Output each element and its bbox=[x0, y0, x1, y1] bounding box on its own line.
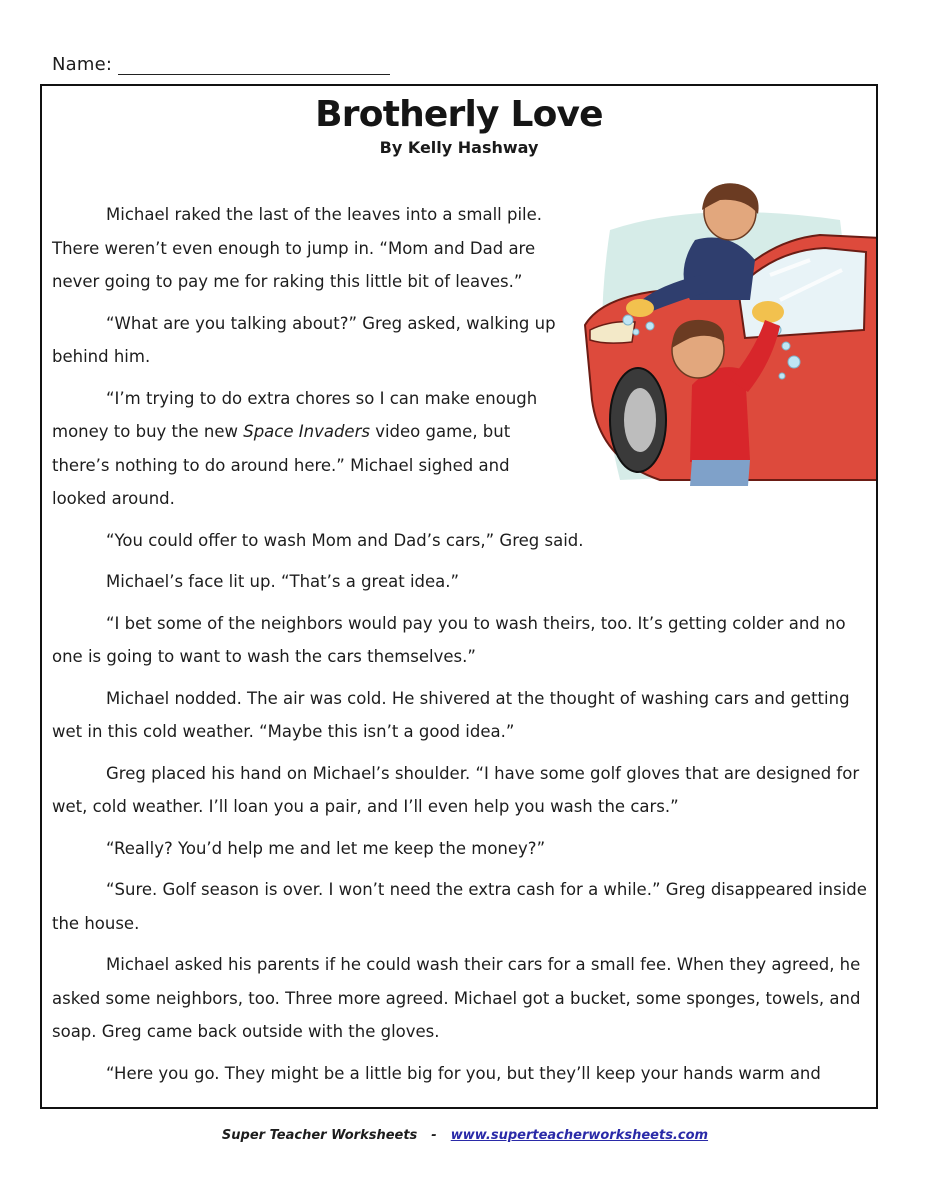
footer-separator: - bbox=[431, 1128, 437, 1143]
story-paragraph: “You could offer to wash Mom and Dad’s cars,” Greg said. bbox=[106, 530, 584, 550]
paragraph-text: “I’m trying to do extra chores so I can make enough money to buy the new bbox=[52, 388, 538, 441]
boys-washing-car-illustration bbox=[580, 180, 878, 486]
story-paragraph: “What are you talking about?” Greg asked, walking up behind him. bbox=[52, 313, 556, 366]
story-byline: By Kelly Hashway bbox=[379, 138, 539, 157]
story-paragraph: Michael asked his parents if he could wash their cars for a small fee. When they agreed, he asked some neighbors, too. Three more agreed. Michael got a bucket, some sponges, towels, and soap. Greg came back outside with the gloves. bbox=[52, 955, 861, 1041]
footer-brand: Super Teacher Worksheets bbox=[221, 1128, 418, 1143]
footer-url-link[interactable]: www.superteacherworksheets.com bbox=[450, 1128, 709, 1143]
story-paragraph: “Here you go. They might be a little big for you, but they’ll keep your hands warm and bbox=[106, 1063, 821, 1083]
name-field-row bbox=[52, 54, 390, 75]
name-label: Name: bbox=[52, 54, 113, 75]
paragraph-text: video game, but there’s nothing to do around here.” Michael sighed and looked around. bbox=[52, 422, 511, 508]
game-title: Space Invaders bbox=[243, 422, 370, 441]
illustration-svg bbox=[580, 180, 878, 486]
name-blank-line[interactable] bbox=[118, 54, 390, 75]
story-paragraph: Michael raked the last of the leaves into a small pile. There weren’t even enough to jump in. “Mom and Dad are never going to pay me for raking this little bit of leaves.” bbox=[52, 205, 543, 291]
story-text bbox=[52, 198, 867, 1098]
story-paragraph: “I bet some of the neighbors would pay you to wash theirs, too. It’s getting colder and no one is going to want to wash the cars themselves.” bbox=[52, 613, 846, 666]
story-paragraph: Michael nodded. The air was cold. He shivered at the thought of washing cars and getting wet in this cold weather. “Maybe this isn’t a good idea.” bbox=[52, 688, 850, 741]
story-paragraph: Greg placed his hand on Michael’s shoulder. “I have some golf gloves that are designed for wet, cold weather. I’ll loan you a pair, and I’ll even help you wash the cars.” bbox=[52, 763, 860, 816]
page-footer bbox=[0, 1128, 930, 1143]
story-paragraph: Michael’s face lit up. “That’s a great idea.” bbox=[106, 572, 460, 591]
story-paragraph: “Sure. Golf season is over. I won’t need the extra cash for a while.” Greg disappeared inside the house. bbox=[52, 880, 867, 933]
worksheet-frame bbox=[40, 84, 878, 1109]
story-paragraph: “Really? You’d help me and let me keep the money?” bbox=[106, 838, 546, 858]
story-title: Brotherly Love bbox=[315, 94, 603, 135]
